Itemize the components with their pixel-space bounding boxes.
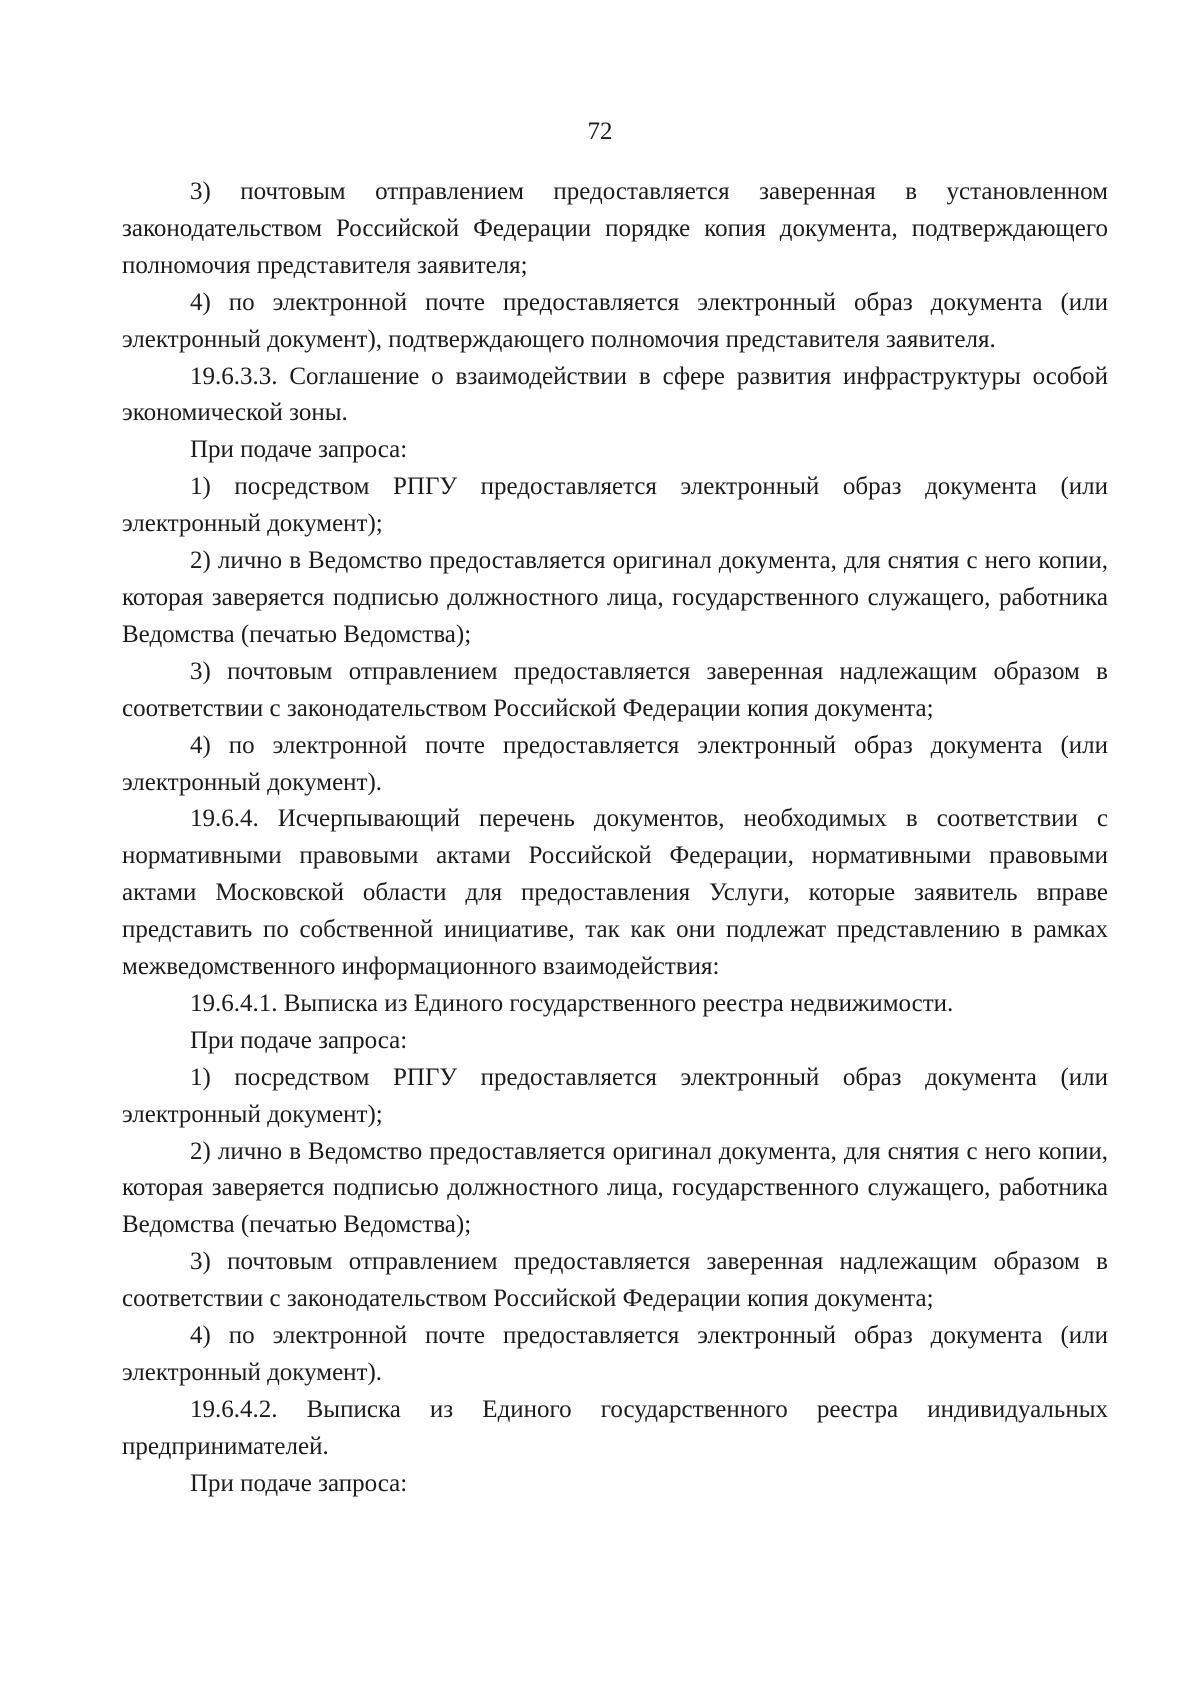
paragraph: 1) посредством РПГУ предоставляется электронный образ документа (или электронный документ); (122, 473, 1108, 538)
paragraph: 4) по электронной почте предоставляется электронный образ документа (или электронный документ), подтверждающего полномочия представителя заявителя. (122, 288, 1108, 353)
paragraph: При подаче запроса: (190, 1026, 408, 1054)
paragraph: 1) посредством РПГУ предоставляется электронный образ документа (или электронный документ); (122, 1063, 1108, 1128)
paragraph: 3) почтовым отправлением предоставляется заверенная надлежащим образом в соответствии с законодательством Российской Федерации копия документа; (122, 1248, 1108, 1313)
paragraph: 19.6.3.3. Соглашение о взаимодействии в сфере развития инфраструктуры особой экономической зоны. (122, 362, 1108, 427)
paragraph: 3) почтовым отправлением предоставляется заверенная надлежащим образом в соответствии с законодательством Российской Федерации копия документа; (122, 657, 1108, 722)
paragraph: 2) лично в Ведомство предоставляется оригинал документа, для снятия с него копии, которая заверяется подписью должностного лица, государственного служащего, работника Ведомства (печатью Ведомства); (122, 547, 1108, 648)
paragraph: 3) почтовым отправлением предоставляется заверенная в установленном законодательством Российской Федерации порядке копия документа, подтверждающего полномочия представителя заявителя; (122, 178, 1108, 279)
paragraph: 2) лично в Ведомство предоставляется оригинал документа, для снятия с него копии, которая заверяется подписью должностного лица, государственного служащего, работника Ведомства (печатью Ведомства); (122, 1137, 1108, 1239)
paragraph: 19.6.4.2. Выписка из Единого государственного реестра индивидуальных предпринимателей. (122, 1395, 1108, 1460)
paragraph: При подаче запроса: (190, 1469, 408, 1497)
paragraph: 19.6.4.1. Выписка из Единого государственного реестра недвижимости. (190, 989, 954, 1017)
page-number: 72 (587, 118, 613, 145)
paragraph: 19.6.4. Исчерпывающий перечень документов, необходимых в соответствии с нормативными правовыми актами Российской Федерации, нормативными правовыми актами Московской области для предоставления Услуги, которые заявитель вправе представить по собственной инициативе, так как они подлежат представлению в рамках межведомственного информационного взаимодействия: (122, 805, 1108, 981)
paragraph: 4) по электронной почте предоставляется электронный образ документа (или электронный документ). (122, 731, 1108, 796)
paragraph: 4) по электронной почте предоставляется электронный образ документа (или электронный документ). (122, 1322, 1108, 1386)
document-body (122, 174, 1108, 1503)
paragraph: При подаче запроса: (190, 436, 408, 464)
